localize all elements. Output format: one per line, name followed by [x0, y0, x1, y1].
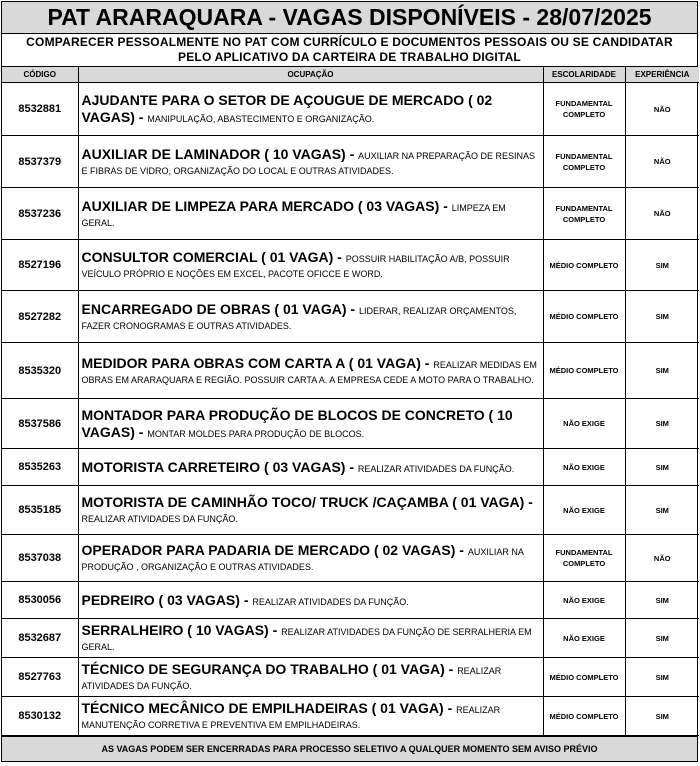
- job-code: 8532881: [2, 83, 78, 136]
- job-occupation: SERRALHEIRO ( 10 VAGAS) - REALIZAR ATIVIDADES DA FUNÇÃO DE SERRALHERIA EM GERAL.: [78, 619, 543, 658]
- job-experience: SIM: [625, 399, 699, 449]
- education-line-1: FUNDAMENTAL: [555, 548, 613, 557]
- education-line-1: MÉDIO COMPLETO: [549, 672, 619, 682]
- table-header-row: [2, 67, 699, 83]
- job-description: REALIZAR ATIVIDADES DA FUNÇÃO DE SERRALHERIA EM GERAL.: [81, 627, 532, 652]
- instructions-line-1: COMPARECER PESSOALMENTE NO PAT COM CURRÍCULO E DOCUMENTOS PESSOAIS OU SE CANDIDATAR: [26, 35, 673, 49]
- education-line-1: MÉDIO COMPLETO: [549, 711, 619, 721]
- job-title: ENCARREGADO DE OBRAS ( 01 VAGA): [81, 300, 347, 317]
- job-description: AUXILIAR NA PRODUÇÃO , ORGANIZAÇÃO E OUTRAS ATIVIDADES.: [81, 547, 524, 572]
- header-education: ESCOLARIDADE: [543, 67, 625, 83]
- job-code: 8537236: [2, 188, 78, 240]
- job-education: [543, 240, 625, 291]
- education-line-1: NÃO EXIGE: [563, 633, 605, 643]
- job-description: AUXILIAR NA PREPARAÇÃO DE RESINAS E FIBRAS DE VIDRO, ORGANIZAÇÃO DO LOCAL E OUTRAS ATIVIDADES.: [81, 150, 536, 176]
- job-title: MEDIDOR PARA OBRAS COM CARTA A ( 01 VAGA): [81, 354, 421, 371]
- table-row: [2, 582, 699, 619]
- table-row: [2, 619, 699, 658]
- education-line-2: COMPLETO: [562, 214, 606, 224]
- header-occupation: OCUPAÇÃO: [78, 67, 543, 83]
- job-occupation: CONSULTOR COMERCIAL ( 01 VAGA) - POSSUIR HABILITAÇÃO A/B, POSSUIR VEÍCULO PRÓPRIO E NOÇÕES EM EXCEL, PACOTE OFICCE E WORD.: [78, 240, 543, 291]
- job-code: 8535320: [2, 343, 78, 399]
- job-experience: SIM: [625, 697, 699, 736]
- education-line-1: FUNDAMENTAL: [555, 203, 613, 213]
- job-code: 8537038: [2, 535, 78, 582]
- job-code: 8535263: [2, 449, 78, 486]
- vacancies-table: [2, 67, 699, 736]
- job-description: LIMPEZA EM GERAL.: [81, 202, 506, 228]
- job-education: [543, 619, 625, 658]
- job-education: [543, 188, 625, 240]
- table-row: [2, 291, 699, 343]
- job-education: [543, 658, 625, 697]
- table-row: [2, 658, 699, 697]
- education-line-1: NÃO EXIGE: [563, 595, 605, 605]
- job-description: REALIZAR ATIVIDADES DA FUNÇÃO.: [81, 666, 502, 691]
- education-line-1: NÃO EXIGE: [563, 419, 605, 428]
- job-experience: NÃO: [625, 136, 699, 188]
- page-title: PAT ARARAQUARA - VAGAS DISPONÍVEIS - 28/07/2025: [2, 2, 697, 34]
- job-title: AUXILIAR DE LAMINADOR ( 10 VAGAS): [81, 145, 346, 162]
- job-description: REALIZAR MANUTENÇÃO CORRETIVA E PREVENTIVA EM EMPILHADEIRAS.: [81, 705, 501, 730]
- education-line-2: COMPLETO: [562, 162, 606, 172]
- table-row: [2, 486, 699, 535]
- job-code: 8527282: [2, 291, 78, 343]
- job-education: [543, 582, 625, 619]
- education-line-1: NÃO EXIGE: [563, 462, 605, 472]
- job-occupation: TÉCNICO MECÂNICO DE EMPILHADEIRAS ( 01 VAGA) - REALIZAR MANUTENÇÃO CORRETIVA E PREVENTIVA EM EMPILHADEIRAS.: [78, 697, 543, 736]
- job-description: REALIZAR ATIVIDADES DA FUNÇÃO.: [357, 463, 515, 474]
- job-occupation: PEDREIRO ( 03 VAGAS) - REALIZAR ATIVIDADES DA FUNÇÃO.: [78, 582, 543, 619]
- job-code: 8527196: [2, 240, 78, 291]
- job-occupation: AUXILIAR DE LIMPEZA PARA MERCADO ( 03 VAGAS) - LIMPEZA EM GERAL.: [78, 188, 543, 240]
- job-education: [543, 486, 625, 535]
- table-row: [2, 399, 699, 449]
- job-title: MONTADOR PARA PRODUÇÃO DE BLOCOS DE CONCRETO ( 10 VAGAS): [81, 406, 513, 440]
- job-experience: SIM: [625, 291, 699, 343]
- job-occupation: MEDIDOR PARA OBRAS COM CARTA A ( 01 VAGA) - REALIZAR MEDIDAS EM OBRAS EM ARARAQUARA E REGIÃO. POSSUIR CARTA A. A EMPRESA CEDE A MOTO PARA O TRABALHO.: [78, 343, 543, 399]
- job-education: [543, 83, 625, 136]
- table-row: [2, 535, 699, 582]
- education-line-1: MÉDIO COMPLETO: [549, 260, 619, 270]
- header-code: CÓDIGO: [2, 67, 78, 83]
- job-education: [543, 535, 625, 582]
- instructions: [2, 34, 697, 67]
- job-code: 8537586: [2, 399, 78, 449]
- job-description: POSSUIR HABILITAÇÃO A/B, POSSUIR VEÍCULO PRÓPRIO E NOÇÕES EM EXCEL, PACOTE OFICCE E WORD.: [81, 254, 510, 279]
- table-row: [2, 343, 699, 399]
- job-experience: SIM: [625, 619, 699, 658]
- job-code: 8535185: [2, 486, 78, 535]
- education-line-1: FUNDAMENTAL: [555, 99, 613, 108]
- education-line-1: MÉDIO COMPLETO: [549, 366, 619, 375]
- table-row: [2, 83, 699, 136]
- job-experience: SIM: [625, 486, 699, 535]
- job-code: 8530056: [2, 582, 78, 619]
- job-description: REALIZAR MEDIDAS EM OBRAS EM ARARAQUARA E REGIÃO. POSSUIR CARTA A. A EMPRESA CEDE A MOTO PARA O TRABALHO.: [81, 359, 537, 385]
- table-body: [2, 83, 699, 736]
- job-title: MOTORISTA CARRETEIRO ( 03 VAGAS): [81, 458, 346, 475]
- header-experience: EXPERIÊNCIA: [625, 67, 699, 83]
- job-code: 8530132: [2, 697, 78, 736]
- job-code: 8537379: [2, 136, 78, 188]
- job-experience: SIM: [625, 240, 699, 291]
- job-experience: NÃO: [625, 535, 699, 582]
- job-education: [543, 343, 625, 399]
- job-title: AJUDANTE PARA O SETOR DE AÇOUGUE DE MERCADO ( 02 VAGAS): [81, 92, 493, 125]
- job-occupation: AJUDANTE PARA O SETOR DE AÇOUGUE DE MERCADO ( 02 VAGAS) - MANIPULAÇÃO, ABASTECIMENTO E ORGANIZAÇÃO.: [78, 83, 543, 136]
- job-occupation: ENCARREGADO DE OBRAS ( 01 VAGA) - LIDERAR, REALIZAR ORÇAMENTOS, FAZER CRONOGRAMAS E OUTRAS ATIVIDADES.: [78, 291, 543, 343]
- job-description: REALIZAR ATIVIDADES DA FUNÇÃO.: [252, 596, 409, 607]
- job-experience: NÃO: [625, 188, 699, 240]
- job-listing-sheet: [1, 1, 698, 762]
- job-title: AUXILIAR DE LIMPEZA PARA MERCADO ( 03 VAGAS): [81, 197, 440, 214]
- instructions-line-2: PELO APLICATIVO DA CARTEIRA DE TRABALHO DIGITAL: [178, 50, 521, 64]
- table-row: [2, 240, 699, 291]
- table-row: [2, 697, 699, 736]
- job-education: [543, 449, 625, 486]
- job-occupation: MOTORISTA DE CAMINHÃO TOCO/ TRUCK /CAÇAMBA ( 01 VAGA) - REALIZAR ATIVIDADES DA FUNÇÃO.: [78, 486, 543, 535]
- job-description: REALIZAR ATIVIDADES DA FUNÇÃO.: [81, 514, 238, 524]
- job-description: MANIPULAÇÃO, ABASTECIMENTO E ORGANIZAÇÃO.: [147, 114, 375, 124]
- education-line-2: COMPLETO: [562, 559, 606, 568]
- table-row: [2, 136, 699, 188]
- job-experience: NÃO: [625, 83, 699, 136]
- job-experience: SIM: [625, 582, 699, 619]
- education-line-1: FUNDAMENTAL: [555, 151, 613, 161]
- job-code: 8532687: [2, 619, 78, 658]
- job-title: MOTORISTA DE CAMINHÃO TOCO/ TRUCK /CAÇAMBA ( 01 VAGA): [81, 494, 525, 510]
- job-occupation: AUXILIAR DE LAMINADOR ( 10 VAGAS) - AUXILIAR NA PREPARAÇÃO DE RESINAS E FIBRAS DE VIDRO, ORGANIZAÇÃO DO LOCAL E OUTRAS ATIVIDADES.: [78, 136, 543, 188]
- job-occupation: MOTORISTA CARRETEIRO ( 03 VAGAS) - REALIZAR ATIVIDADES DA FUNÇÃO.: [78, 449, 543, 486]
- table-row: [2, 449, 699, 486]
- table-row: [2, 188, 699, 240]
- job-education: [543, 697, 625, 736]
- job-occupation: OPERADOR PARA PADARIA DE MERCADO ( 02 VAGAS) - AUXILIAR NA PRODUÇÃO , ORGANIZAÇÃO E OUTRAS ATIVIDADES.: [78, 535, 543, 582]
- job-title: TÉCNICO MECÂNICO DE EMPILHADEIRAS ( 01 VAGA): [81, 700, 444, 716]
- job-education: [543, 136, 625, 188]
- job-title: TÉCNICO DE SEGURANÇA DO TRABALHO ( 01 VAGA): [81, 661, 445, 677]
- job-description: MONTAR MOLDES PARA PRODUÇÃO DE BLOCOS.: [147, 428, 365, 439]
- footer-notice: AS VAGAS PODEM SER ENCERRADAS PARA PROCESSO SELETIVO A QUALQUER MOMENTO SEM AVISO PRÉVIO: [2, 736, 697, 761]
- job-occupation: MONTADOR PARA PRODUÇÃO DE BLOCOS DE CONCRETO ( 10 VAGAS) - MONTAR MOLDES PARA PRODUÇÃO DE BLOCOS.: [78, 399, 543, 449]
- job-experience: SIM: [625, 658, 699, 697]
- job-title: CONSULTOR COMERCIAL ( 01 VAGA): [81, 249, 334, 265]
- job-experience: SIM: [625, 449, 699, 486]
- job-description: LIDERAR, REALIZAR ORÇAMENTOS, FAZER CRONOGRAMAS E OUTRAS ATIVIDADES.: [81, 305, 517, 331]
- job-title: SERRALHEIRO ( 10 VAGAS): [81, 622, 269, 638]
- job-title: OPERADOR PARA PADARIA DE MERCADO ( 02 VAGAS): [81, 542, 456, 558]
- job-title: PEDREIRO ( 03 VAGAS): [81, 591, 240, 608]
- job-education: [543, 291, 625, 343]
- education-line-1: MÉDIO COMPLETO: [549, 312, 619, 321]
- job-education: [543, 399, 625, 449]
- job-experience: SIM: [625, 343, 699, 399]
- education-line-1: NÃO EXIGE: [563, 505, 605, 515]
- job-code: 8527763: [2, 658, 78, 697]
- job-occupation: TÉCNICO DE SEGURANÇA DO TRABALHO ( 01 VAGA) - REALIZAR ATIVIDADES DA FUNÇÃO.: [78, 658, 543, 697]
- education-line-2: COMPLETO: [562, 110, 606, 119]
